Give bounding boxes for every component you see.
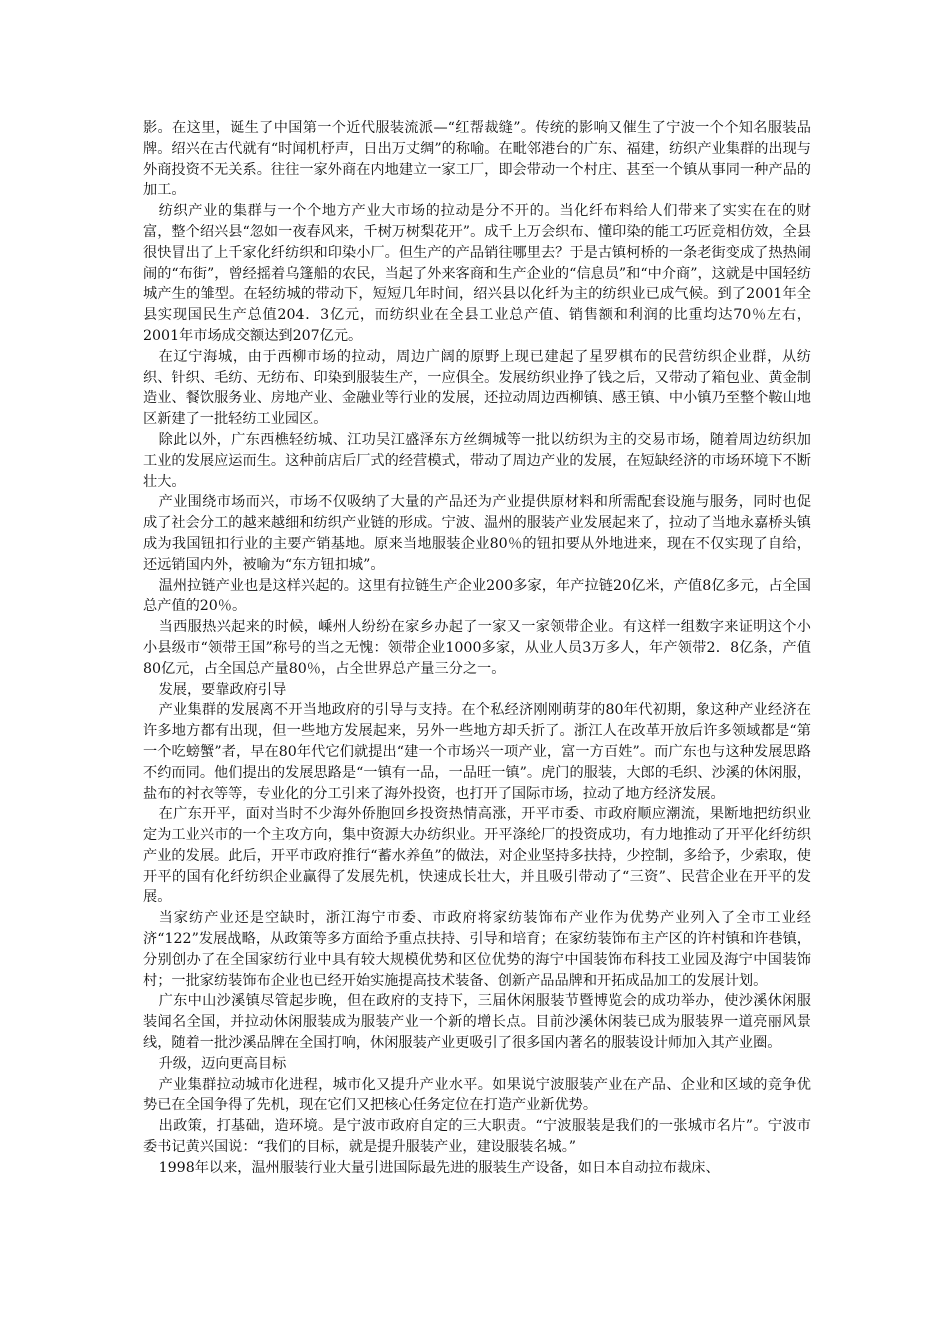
document-page [143,118,811,1179]
paragraph-6: 温州拉链产业也是这样兴起的。这里有拉链生产企业200多家，年产拉链20亿米，产值8亿多元，占全国总产值的20％。 [143,577,811,615]
paragraph-7: 当西服热兴起来的时候，嵊州人纷纷在家乡办起了一家又一家领带企业。有这样一组数字来证明这个小小县级市“领带王国”称号的当之无愧：领带企业1000多家，从业人员3万多人，年产领带2．8亿条，产值80亿元，占全国总产量80％，占全世界总产量三分之一。 [143,619,811,677]
paragraph-11: 广东中山沙溪镇尽管起步晚，但在政府的支持下，三届休闲服装节暨博览会的成功举办，使沙溪休闲服装闻名全国，并拉动休闲服装成为服装产业一个新的增长点。目前沙溪休闲装已成为服装界一道亮丽风景线，随着一批沙溪品牌在全国打响，休闲服装产业更吸引了很多国内著名的服装设计师加入其产业圈。 [143,993,811,1052]
paragraph-13: 出政策，打基础，造环境。是宁波市政府自定的三大职责。“宁波服装是我们的一张城市名片”。宁波市委书记黄兴国说：“我们的目标，就是提升服装产业，建设服装名城。” [143,1118,811,1156]
section-heading-development: 发展，要靠政府引导 [158,681,287,698]
paragraph-10: 当家纺产业还是空缺时，浙江海宁市委、市政府将家纺装饰布产业作为优势产业列入了全市工业经济“122”发展战略，从政策等多方面给予重点扶持、引导和培育；在家纺装饰布主产区的许村镇和许巷镇，分别创办了在全国家纺行业中具有较大规模优势和区位优势的海宁中国装饰布科技工业园及海宁中国装饰村；一批家纺装饰布企业也已经开始实施提高技术装备、创新产品品牌和开拓成品加工的发展计划。 [143,910,811,989]
section-heading-upgrade: 升级，迈向更高目标 [158,1055,287,1072]
paragraph-2: 纺织产业的集群与一个个地方产业大市场的拉动是分不开的。当化纤布料给人们带来了实实在在的财富，整个绍兴县“忽如一夜春风来，千树万树梨花开”。成千上万会织布、懂印染的能工巧匠竞相仿效，全县很快冒出了上千家化纤纺织和印染小厂。但生产的产品销往哪里去？于是古镇柯桥的一条老街变成了热热闹闹的“布街”，曾经摇着乌篷船的农民，当起了外来客商和生产企业的“信息员”和“中介商”，这就是中国轻纺城产生的雏型。在轻纺城的带动下，短短几年时间，绍兴县以化纤为主的纺织业已成气候。到了2001年全县实现国民生产总值204．3亿元，而纺织业在全县工业总产值、销售额和利润的比重均达70％左右，2001年市场成交额达到207亿元。 [143,203,811,344]
paragraph-12: 产业集群拉动城市化进程，城市化又提升产业水平。如果说宁波服装产业在产品、企业和区域的竞争优势已在全国争得了先机，现在它们又把核心任务定位在打造产业新优势。 [143,1076,811,1114]
paragraph-8: 产业集群的发展离不开当地政府的引导与支持。在个私经济刚刚萌芽的80年代初期，象这种产业经济在许多地方都有出现，但一些地方发展起来，另外一些地方却夭折了。浙江人在改革开放后许多领域都是“第一个吃螃蟹”者，早在80年代它们就提出“建一个市场兴一项产业，富一方百姓”。而广东也与这种发展思路不约而同。他们提出的发展思路是“一镇有一品，一品旺一镇”。虎门的服装，大郎的毛织、沙溪的休闲服，盐布的衬衣等等，专业化的分工引来了海外投资，也打开了国际市场，拉动了地方经济发展。 [143,702,811,802]
paragraph-5: 产业围绕市场而兴，市场不仅吸纳了大量的产品还为产业提供原材料和所需配套设施与服务，同时也促成了社会分工的越来越细和纺织产业链的形成。宁波、温州的服装产业发展起来了，拉动了当地永嘉桥头镇成为我国钮扣行业的主要产销基地。原来当地服装企业80％的钮扣要从外地进来，现在不仅实现了自给，还远销国内外，被喻为“东方钮扣城”。 [143,494,811,573]
paragraph-3: 在辽宁海城，由于西柳市场的拉动，周边广阔的原野上现已建起了星罗棋布的民营纺织企业群，从纺织、针织、毛纺、无纺布、印染到服装生产，一应俱全。发展纺织业挣了钱之后，又带动了箱包业、黄金制造业、餐饮服务业、房地产业、金融业等行业的发展，还拉动周边西柳镇、感王镇、中小镇乃至整个鞍山地区新建了一批轻纺工业园区。 [143,348,811,428]
paragraph-1: 影。在这里，诞生了中国第一个近代服装流派—“红帮裁缝”。传统的影响又催生了宁波一个个知名服装品牌。绍兴在古代就有“时闻机杼声，日出万丈绸”的称喻。在毗邻港台的广东、福建，纺织产业集群的出现与外商投资不无关系。往往一家外商在内地建立一家工厂，即会带动一个村庄、甚至一个镇从事同一种产品的加工。 [143,120,811,199]
paragraph-14: 1998年以来，温州服装行业大量引进国际最先进的服装生产设备，如日本自动拉布裁床、 [158,1159,720,1176]
paragraph-4: 除此以外，广东西樵轻纺城、江功吴江盛泽东方丝绸城等一批以纺织为主的交易市场，随着周边纺织加工业的发展应运而生。这种前店后厂式的经营模式，带动了周边产业的发展，在短缺经济的市场环境下不断壮大。 [143,431,811,490]
paragraph-9: 在广东开平，面对当时不少海外侨胞回乡投资热情高涨，开平市委、市政府顺应潮流，果断地把纺织业定为工业兴市的一个主攻方向，集中资源大办纺织业。开平涤纶厂的投资成功，有力地推动了开平化纤纺织产业的发展。此后，开平市政府推行“蓄水养鱼”的做法，对企业坚持多扶持，少控制，多给予，少索取，使开平的国有化纤纺织企业赢得了发展先机，快速成长壮大，并且吸引带动了“三资”、民营企业在开平的发展。 [143,806,811,906]
